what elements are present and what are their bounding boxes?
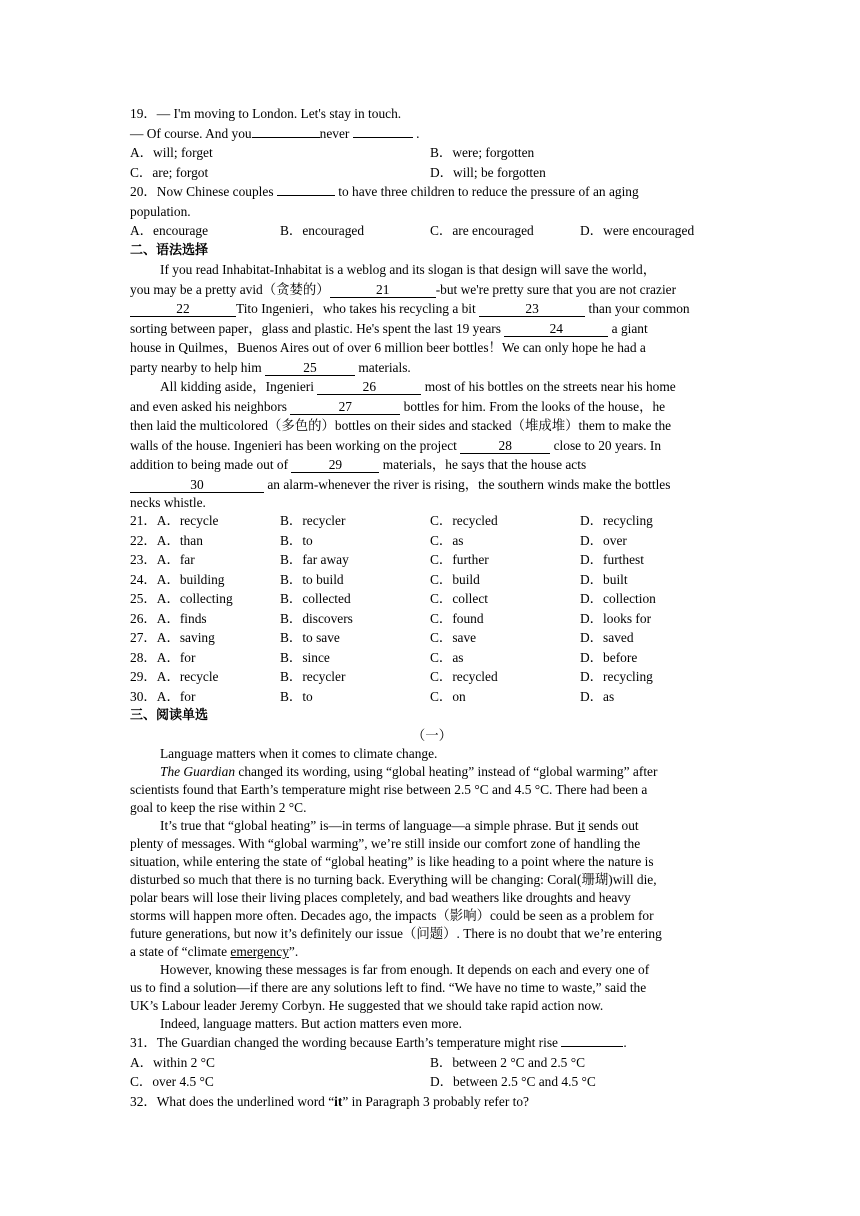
question-number: 24．: [130, 571, 157, 587]
reading-p1: Language matters when it comes to climate change.: [160, 746, 438, 761]
q20-option-a[interactable]: A．encourage: [130, 223, 209, 238]
option-d[interactable]: D．recycling: [580, 513, 653, 528]
passage1-p2-line2: and even asked his neighbors 27 bottles for him. From the looks of the house，he: [130, 398, 666, 414]
option-d[interactable]: D．collection: [580, 591, 656, 606]
passage1-p1-line3: 22 Tito Ingenieri，who takes his recycling a bit 23 than your common: [130, 299, 734, 319]
passage1-p2-line1: All kidding aside，Ingenieri 26 most of his bottles on the streets near his home: [160, 379, 676, 394]
q20-option-b[interactable]: B．encouraged: [280, 223, 365, 238]
option-c[interactable]: C．recycled: [430, 513, 498, 528]
option-d[interactable]: D．before: [580, 649, 638, 665]
option-a[interactable]: 26．A．finds: [130, 610, 207, 626]
reading-p3-line8: a state of “climate emergency”.: [130, 944, 299, 959]
option-row: [130, 550, 734, 570]
underlined-emergency: emergency: [230, 944, 289, 959]
question-number: 23．: [130, 552, 157, 567]
option-a[interactable]: 27．A．saving: [130, 630, 215, 645]
option-row: [130, 687, 734, 707]
option-row: [130, 570, 734, 590]
reading-p3-line5: polar bears will lose their living places completely, and bad weathers like droughts and heavy: [130, 890, 631, 905]
option-c[interactable]: C．as: [430, 649, 464, 665]
q31-option-b[interactable]: B．between 2 °C and 2.5 °C: [430, 1054, 586, 1070]
option-c[interactable]: C．recycled: [430, 669, 498, 684]
section2-heading: 二、语法选择: [130, 242, 209, 258]
passage1-p2-line3: then laid the multicolored（多色的）bottles on their sides and stacked（堆成堆）them to make the: [130, 418, 672, 433]
option-a[interactable]: 30．A．for: [130, 688, 196, 704]
q19-option-b[interactable]: B．were; forgotten: [430, 145, 535, 160]
q31-blank: [561, 1046, 623, 1047]
option-d[interactable]: D．looks for: [580, 610, 652, 626]
option-b[interactable]: B．to save: [280, 630, 340, 645]
option-d[interactable]: D．built: [580, 571, 628, 587]
blank-23: 23: [479, 301, 585, 317]
q19-stem: 19．— I'm moving to London. Let's stay in touch.: [130, 106, 402, 121]
passage1-p2-line4: walls of the house. Ingenieri has been working on the project 28 close to 20 years. In: [130, 437, 662, 453]
blank-27: 27: [290, 399, 400, 415]
question-number: 29．: [130, 669, 157, 684]
option-a[interactable]: 28．A．for: [130, 649, 196, 665]
q19-blank-2: [353, 137, 413, 138]
q31-option-c[interactable]: C．over 4.5 °C: [130, 1074, 214, 1089]
option-row: [130, 609, 734, 629]
exam-page: [130, 104, 734, 1111]
q31-option-a[interactable]: A．within 2 °C: [130, 1054, 215, 1070]
option-b[interactable]: B．recycler: [280, 513, 346, 528]
q20-stem: 20．Now Chinese couples to have three children to reduce the pressure of an aging: [130, 184, 639, 199]
blank-30: 30: [130, 477, 264, 493]
option-a[interactable]: 22．A．than: [130, 532, 203, 548]
option-row: [130, 628, 734, 648]
option-a[interactable]: 21．A．recycle: [130, 513, 219, 528]
newspaper-title: The Guardian: [160, 764, 236, 779]
option-b[interactable]: B．to build: [280, 571, 344, 587]
reading-p4-line3: UK’s Labour leader Jeremy Corbyn. He suggested that we should take rapid action now.: [130, 998, 604, 1013]
reading-p4-line2: us to find a solution—if there are any solutions left to find. “We have no time to waste,” said the: [130, 980, 647, 995]
q19-option-d[interactable]: D．will; be forgotten: [430, 164, 546, 180]
blank-21: 21: [330, 282, 436, 298]
reading-p2-line2: scientists found that Earth’s temperature might rise between 2.5 °C and 4.5 °C. There had been a: [130, 782, 648, 797]
option-row: [130, 648, 734, 668]
option-c[interactable]: C．collect: [430, 591, 489, 606]
q19-option-a[interactable]: A．will; forget: [130, 145, 213, 160]
q19-blank-1: [252, 137, 320, 138]
question-number: 28．: [130, 649, 157, 665]
option-row: [130, 531, 734, 551]
option-a[interactable]: 29．A．recycle: [130, 669, 219, 684]
blank-22: 22: [130, 301, 236, 317]
q19-line2: — Of course. And you never .: [130, 125, 420, 141]
q31-options-row2: [130, 1072, 734, 1092]
option-row: [130, 589, 734, 609]
reading-p3-line3: situation, while entering the state of “global heating” is like heading to a point where the nature is: [130, 854, 654, 869]
q19-options-row2: [130, 163, 734, 183]
question-number: 21．: [130, 513, 157, 528]
passage1-p1-line1: If you read Inhabitat-Inhabitat is a weblog and its slogan is that design will save the world，: [160, 262, 657, 277]
option-b[interactable]: B．far away: [280, 552, 349, 567]
option-c[interactable]: C．build: [430, 571, 480, 587]
question-number: 30．: [130, 688, 157, 704]
section3-heading: 三、阅读单选: [130, 708, 209, 723]
question-number: 25．: [130, 591, 157, 606]
reading-p2-line1: The Guardian changed its wording, using “global heating” instead of “global warming” after: [160, 764, 658, 779]
reading-p3-line2: plenty of messages. With “global warming”, we’re still inside our comfort zone of handling the: [130, 836, 641, 851]
option-b[interactable]: B．to: [280, 688, 313, 704]
reading-p5: Indeed, language matters. But action matters even more.: [160, 1016, 462, 1031]
options-list-21-30: [130, 511, 734, 706]
passage1-p1-line4: sorting between paper，glass and plastic. He's spent the last 19 years 24 a giant: [130, 320, 648, 336]
q20-options: [130, 221, 734, 241]
option-c[interactable]: C．save: [430, 630, 477, 645]
option-c[interactable]: C．found: [430, 610, 484, 626]
blank-24: 24: [504, 321, 608, 337]
option-b[interactable]: B．collected: [280, 591, 351, 606]
q20-option-c[interactable]: C．are encouraged: [430, 223, 534, 238]
option-a[interactable]: 23．A．far: [130, 552, 195, 567]
blank-25: 25: [265, 360, 355, 376]
reading-p3-line6: storms will happen more often. Decades ago, the impacts（影响）could be seen as a problem for: [130, 908, 654, 923]
option-b[interactable]: B．since: [280, 649, 330, 665]
option-b[interactable]: B．recycler: [280, 669, 346, 684]
reading-p3-line1: It’s true that “global heating” is—in terms of language—a simple phrase. But it sends out: [160, 818, 639, 833]
q32-stem: 32．What does the underlined word “it” in Paragraph 3 probably refer to?: [130, 1093, 529, 1109]
underlined-it: it: [577, 818, 586, 833]
option-row: [130, 667, 734, 687]
reading-p3-line7: future generations, but now it’s definitely our issue（问题）. There is no doubt that we’re entering: [130, 926, 662, 941]
passage1-p1-line5: house in Quilmes，Buenos Aires out of over 6 million beer bottles！We can only hope he had a: [130, 340, 646, 355]
option-row: [130, 511, 734, 531]
option-c[interactable]: C．on: [430, 688, 466, 704]
blank-29: 29: [291, 457, 379, 473]
option-d[interactable]: D．furthest: [580, 552, 644, 567]
q31-stem: 31．The Guardian changed the wording because Earth’s temperature might rise .: [130, 1035, 627, 1050]
passage1-p2-line5: addition to being made out of 29 materials，he says that the house acts: [130, 457, 587, 472]
reading-p4-line1: However, knowing these messages is far from enough. It depends on each and every one of: [160, 962, 650, 977]
reading-p2-line3: goal to keep the rise within 2 °C.: [130, 800, 307, 815]
section3-subheading: （一）: [411, 727, 453, 743]
option-d[interactable]: D．recycling: [580, 669, 653, 684]
option-b[interactable]: B．discovers: [280, 610, 353, 626]
q19-option-c[interactable]: C．are; forgot: [130, 164, 209, 180]
q20-option-d[interactable]: D．were encouraged: [580, 223, 695, 238]
blank-26: 26: [317, 379, 421, 395]
q20-stem-cont: population.: [130, 203, 191, 219]
option-a[interactable]: 25．A．collecting: [130, 591, 233, 606]
passage1-p1-line6: party nearby to help him 25 materials.: [130, 359, 411, 375]
option-b[interactable]: B．to: [280, 532, 313, 548]
blank-28: 28: [460, 438, 550, 454]
question-number: 22．: [130, 532, 157, 548]
question-number: 26．: [130, 610, 157, 626]
q20-blank: [277, 195, 335, 196]
option-a[interactable]: 24．A．building: [130, 571, 225, 587]
question-number: 27．: [130, 630, 157, 645]
passage1-p2-line6: 30 an alarm-whenever the river is rising，the southern winds make the bottles: [130, 475, 734, 495]
option-d[interactable]: D．saved: [580, 630, 634, 645]
q19-options-row1: [130, 143, 734, 163]
q31-option-d[interactable]: D．between 2.5 °C and 4.5 °C: [430, 1074, 596, 1089]
passage1-p2-line7: necks whistle.: [130, 495, 206, 510]
q31-options-row1: [130, 1053, 734, 1073]
option-d[interactable]: D．over: [580, 532, 627, 548]
option-d[interactable]: D．as: [580, 688, 615, 704]
option-c[interactable]: C．further: [430, 552, 489, 567]
reading-p3-line4: disturbed so much that there is no turning back. Everything will be changing: Coral(珊瑚)will die,: [130, 872, 657, 887]
passage1-p1-line2: you may be a pretty avid（贪婪的） 21 -but we're pretty sure that you are not crazier: [130, 281, 677, 297]
option-c[interactable]: C．as: [430, 532, 464, 548]
